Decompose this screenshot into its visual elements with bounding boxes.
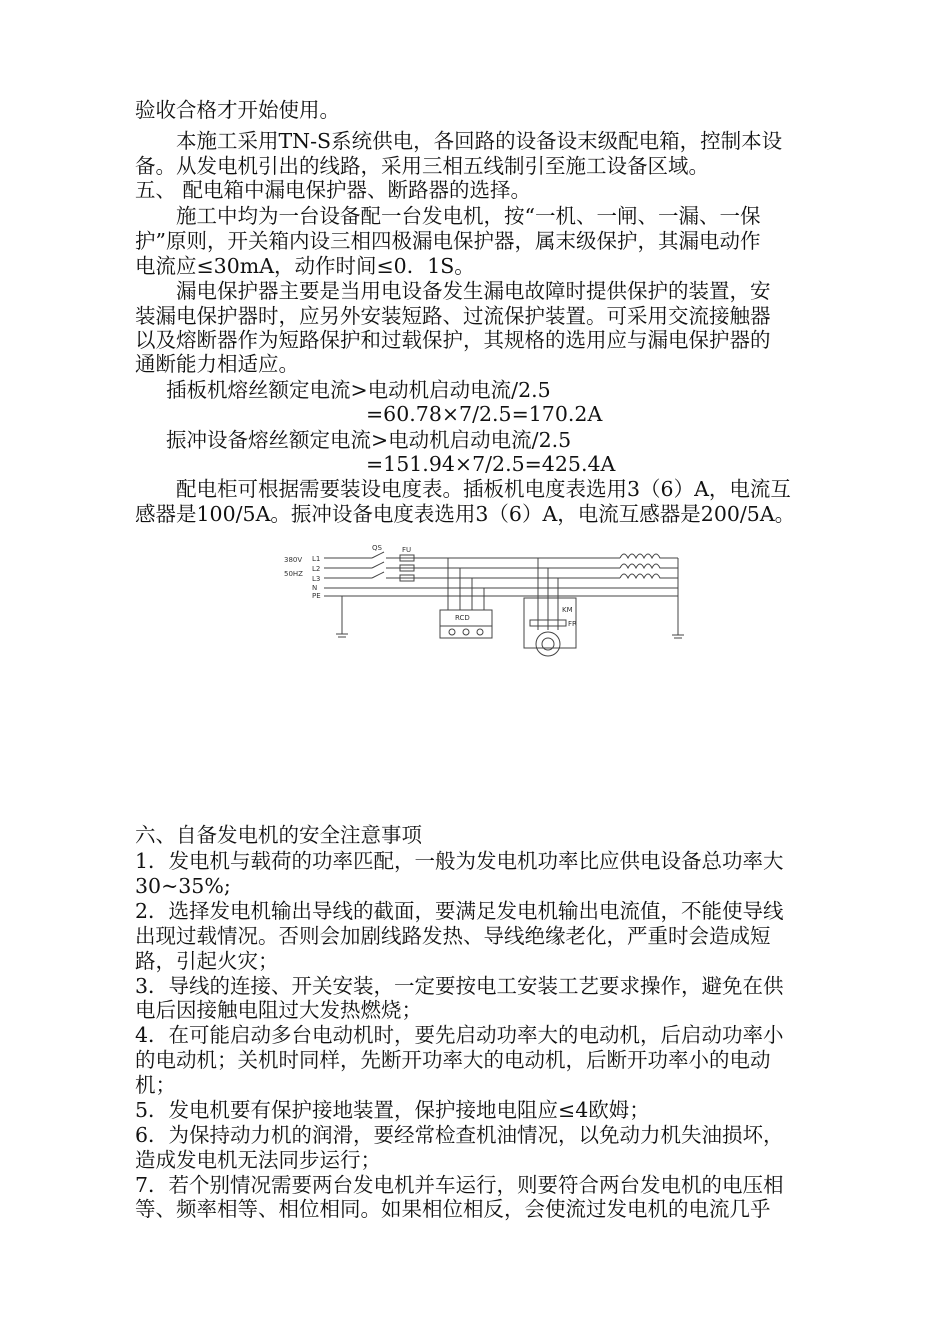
list-item: 电后因接触电阻过大发热燃烧； (135, 998, 422, 1022)
paragraph-line: 以及熔断器作为短路保护和过载保护，其规格的选用应与漏电保护器的 (135, 328, 771, 352)
fu-label: FU (402, 546, 412, 554)
list-item: 30~35%; (135, 874, 231, 898)
paragraph-line: 通断能力相适应。 (135, 352, 299, 376)
qs-label: QS (372, 544, 382, 552)
list-item: 1．发电机与载荷的功率匹配，一般为发电机功率比应供电设备总功率大 (135, 849, 784, 873)
paragraph-line: 护”原则，开关箱内设三相四极漏电保护器，属末级保护，其漏电动作 (135, 229, 761, 253)
paragraph-line: 漏电保护器主要是当用电设备发生漏电故障时提供保护的装置，安 (176, 279, 771, 303)
list-item: 3．导线的连接、开关安装，一定要按电工安装工艺要求操作，避免在供 (135, 974, 784, 998)
rcd-label: RCD (455, 614, 470, 622)
paragraph-line: 电流应≤30mA，动作时间≤0．1S。 (135, 254, 475, 278)
section-heading: 六、自备发电机的安全注意事项 (135, 823, 422, 847)
list-item: 机； (135, 1073, 176, 1097)
list-item: 7．若个别情况需要两台发电机并车运行，则要符合两台发电机的电压相 (135, 1173, 784, 1197)
voltage-label: 380V (284, 556, 303, 564)
list-item: 4．在可能启动多台电动机时，要先启动功率大的电动机，后启动功率小 (135, 1023, 784, 1047)
l1-label: L1 (312, 555, 321, 563)
list-item: 造成发电机无法同步运行； (135, 1148, 381, 1172)
km-label: KM (562, 606, 573, 614)
wiring-diagram (280, 540, 700, 670)
paragraph-line: 感器是100/5A。振冲设备电度表选用3（6）A，电流互感器是200/5A。 (135, 502, 796, 526)
n-label: N (312, 584, 318, 592)
l2-label: L2 (312, 565, 321, 573)
formula-line: 插板机熔丝额定电流>电动机启动电流/2.5 (166, 378, 551, 402)
l3-label: L3 (312, 575, 321, 583)
list-item: 5．发电机要有保护接地装置，保护接地电阻应≤4欧姆； (135, 1098, 650, 1122)
rcd-branch (440, 558, 492, 638)
pe-label: PE (312, 592, 321, 600)
paragraph-line: 验收合格才开始使用。 (135, 98, 340, 122)
paragraph-line: 施工中均为一台设备配一台发电机，按“一机、一闸、一漏、一保 (176, 204, 761, 228)
formula-line: =60.78×7/2.5=170.2A (366, 402, 603, 426)
list-item: 2．选择发电机输出导线的截面，要满足发电机输出电流值，不能使导线 (135, 899, 784, 923)
list-item: 出现过载情况。否则会加剧线路发热、导线绝缘老化，严重时会造成短 (135, 924, 771, 948)
paragraph-line: 配电柜可根据需要装设电度表。插板机电度表选用3（6）A，电流互 (176, 477, 791, 501)
paragraph-line: 本施工采用TN-S系统供电，各回路的设备设末级配电箱，控制本设 (176, 129, 783, 153)
paragraph-line: 备。从发电机引出的线路，采用三相五线制引至施工设备区域。 (135, 154, 709, 178)
section-heading: 五、 配电箱中漏电保护器、断路器的选择。 (135, 178, 532, 202)
list-item: 路，引起火灾； (135, 949, 279, 973)
ground-symbols (336, 596, 684, 638)
frequency-label: 50HZ (284, 570, 303, 578)
inductor-coils (620, 554, 678, 635)
paragraph-line: 装漏电保护器时，应另外安装短路、过流保护装置。可采用交流接触器 (135, 304, 771, 328)
formula-line: 振冲设备熔丝额定电流>电动机启动电流/2.5 (166, 428, 572, 452)
formula-line: =151.94×7/2.5=425.4A (366, 452, 616, 476)
fr-label: FR (568, 620, 577, 628)
list-item: 6．为保持动力机的润滑，要经常检查机油情况，以免动力机失油损坏， (135, 1123, 784, 1147)
list-item: 等、频率相等、相位相同。如果相位相反，会使流过发电机的电流几乎 (135, 1197, 771, 1221)
list-item: 的电动机；关机时同样，先断开功率大的电动机，后断开功率小的电动 (135, 1048, 771, 1072)
